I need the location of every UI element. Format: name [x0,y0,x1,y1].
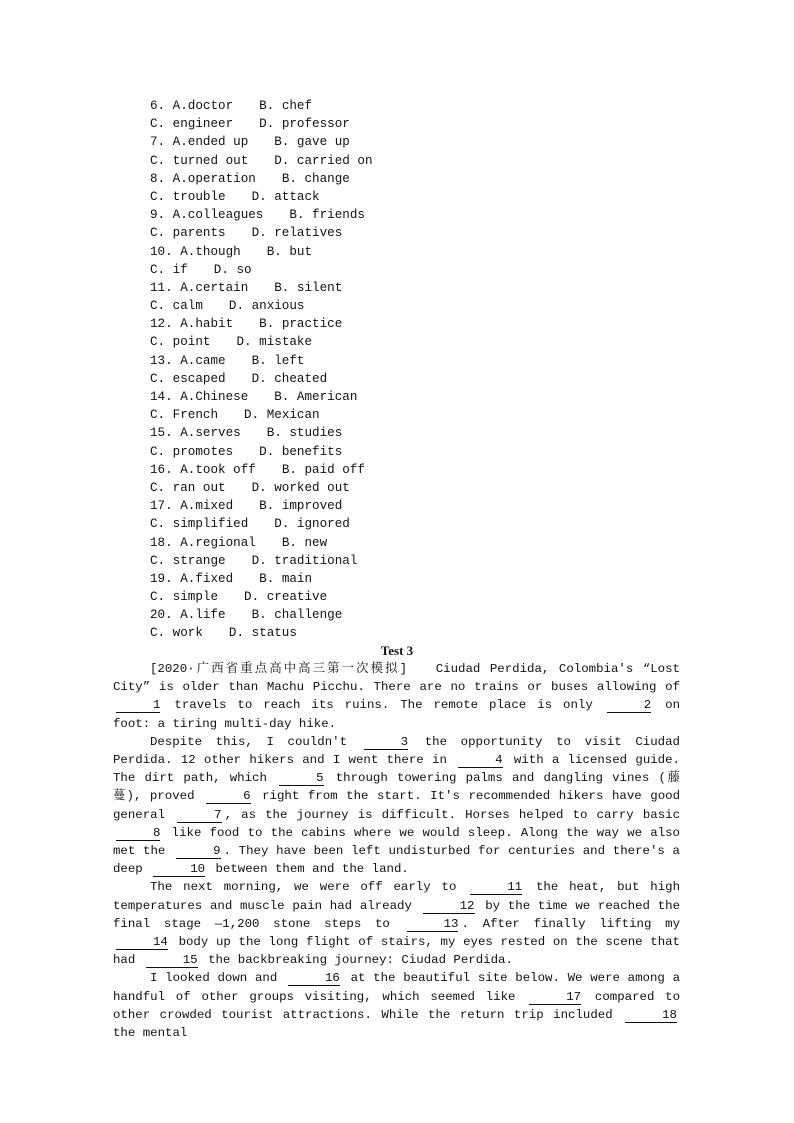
option-a: 17. A.mixed [150,499,234,514]
option-line [150,97,373,115]
option-a: 6. A.doctor [150,99,234,113]
option-a: C. trouble [150,189,226,204]
option-a: 13. A.came [150,353,226,368]
cloze-passage [113,660,680,1042]
text: at the beautiful site below. We were among a handful of other groups visiting, which seemed like [113,971,681,1004]
option-line [150,206,373,224]
option-a: 11. A.certain [150,280,249,295]
blank-1: 1 [116,699,160,713]
option-b: B. challenge [251,608,343,623]
option-b: B. left [251,353,305,368]
blank-17: 17 [529,991,581,1005]
option-b: B. gave up [274,135,350,150]
text: The next morning, we were off early to [150,880,457,895]
text: by the time we reached the final stage —1,200 stone steps to [113,898,681,931]
option-line [150,352,373,370]
option-line [150,370,373,388]
option-b: B. main [259,571,313,586]
option-a: C. if [150,262,188,277]
option-line [150,188,373,206]
option-a: C. engineer [150,117,234,132]
option-line [150,333,373,351]
option-line [150,152,373,170]
blank-7: 7 [177,809,221,823]
option-a: 16. A.took off [150,462,256,477]
option-a: C. promotes [150,444,234,459]
option-b: B. but [266,244,313,259]
paragraph-1 [113,660,680,733]
option-line [150,261,373,279]
option-a: 12. A.habit [150,317,234,332]
option-line [150,115,373,133]
option-b: B. friends [289,208,365,223]
text: through towering palms and dangling vines (藤蔓), proved [113,771,681,804]
option-a: C. simplified [150,517,249,532]
option-line [150,588,373,606]
option-line [150,479,373,497]
option-a: 19. A.fixed [150,571,234,586]
option-b: D. carried on [274,153,373,168]
option-line [150,224,373,242]
option-b: D. attack [251,189,320,204]
option-b: B. new [281,535,328,550]
option-a: C. French [150,408,219,423]
option-line [150,315,373,333]
option-b: D. ignored [274,517,350,532]
option-line [150,243,373,261]
blank-4: 4 [458,754,502,768]
option-b: B. silent [274,280,343,295]
text: body up the long flight of stairs, my eyes rested on the scene that had [113,935,680,968]
option-b: D. worked out [251,480,350,495]
option-line [150,388,373,406]
blank-8: 8 [116,827,160,841]
option-b: B. improved [259,499,343,514]
option-a: 14. A.Chinese [150,390,249,404]
option-line [150,606,373,624]
option-b: D. relatives [251,226,343,241]
option-line [150,570,373,588]
blank-15: 15 [146,954,198,968]
text: travels to reach its ruins. The remote place is only [174,698,593,713]
test-title: Test 3 [380,643,414,658]
option-a: C. work [150,626,203,641]
text: I looked down and [150,971,278,986]
blank-6: 6 [206,790,250,804]
option-a: C. turned out [150,153,249,168]
option-line [150,279,373,297]
option-a: 20. A.life [150,608,226,623]
answer-options-list [150,97,373,643]
blank-13: 13 [407,918,459,932]
text: , as the journey is difficult. Horses helped to carry basic [224,807,680,822]
text: . They have been left undisturbed for centuries and there's a deep [113,844,680,877]
option-line [150,534,373,552]
blank-5: 5 [279,772,323,786]
option-line [150,443,373,461]
blank-11: 11 [470,881,522,895]
option-a: 9. A.colleagues [150,208,264,223]
text: the opportunity to visit Ciudad Perdida. 12 other hikers and I went there in [113,734,680,768]
option-b: B. practice [259,317,343,332]
source-label: [2020·广西省重点高中高三第一次模拟] [150,662,408,676]
blank-16: 16 [288,972,340,986]
paragraph-3 [113,878,680,969]
option-b: B. American [274,390,358,404]
option-b: D. Mexican [244,408,320,423]
option-line [150,297,373,315]
text: Despite this, I couldn't [150,734,348,749]
option-b: B. paid off [281,462,365,477]
option-a: 7. A.ended up [150,135,249,150]
option-line [150,424,373,442]
option-line [150,461,373,479]
text: the backbreaking journey: Ciudad Perdida. [208,953,513,968]
option-a: C. strange [150,553,226,568]
option-a: 8. A.operation [150,171,256,186]
option-a: C. simple [150,590,219,605]
blank-14: 14 [116,936,168,950]
option-b: D. creative [244,590,328,605]
text: compared to other crowded tourist attractions. While the return trip included [113,989,681,1022]
paragraph-2 [113,733,680,879]
text: with a licensed guide. The dirt path, which [113,753,680,786]
option-line [150,133,373,151]
text: the mental [113,1026,188,1041]
text: the heat, but high temperatures and muscle pain had already [113,880,681,913]
option-b: B. change [281,171,350,186]
option-a: C. calm [150,299,203,314]
option-a: 10. A.though [150,244,241,259]
option-b: D. cheated [251,371,328,386]
blank-10: 10 [153,863,205,877]
option-b: B. chef [259,99,313,113]
option-line [150,515,373,533]
option-b: D. status [228,626,297,641]
blank-12: 12 [423,900,475,914]
option-a: C. parents [150,226,226,241]
option-line [150,170,373,188]
option-a: C. escaped [150,371,226,386]
option-a: 15. A.serves [150,426,241,441]
option-b: D. benefits [259,444,343,459]
option-b: D. traditional [251,553,358,568]
option-b: D. professor [259,117,350,132]
option-line [150,552,373,570]
blank-18: 18 [625,1009,677,1023]
option-line [150,406,373,424]
option-b: B. studies [266,426,343,441]
option-b: D. so [213,262,252,277]
option-a: 18. A.regional [150,535,256,550]
option-b: D. mistake [236,335,313,350]
option-line [150,497,373,515]
paragraph-4 [113,969,680,1042]
blank-2: 2 [607,699,651,713]
text: on foot: a tiring multi-day hike. [113,698,681,731]
text: right from the start. It's recommended hikers have good general [113,789,681,822]
option-line [150,624,373,642]
text: like food to the cabins where we would sleep. Along the way we also met the [113,825,680,859]
option-a: C. ran out [150,480,226,495]
text: . After finally lifting my [461,916,681,931]
option-a: C. point [150,335,211,350]
blank-9: 9 [176,845,220,859]
text: Ciudad Perdida, Colombia's “Lost City” is older than Machu Picchu. There are no trains or buses allowing of [113,662,680,695]
option-b: D. anxious [228,299,305,314]
blank-3: 3 [364,736,408,750]
text: between them and the land. [215,862,409,877]
